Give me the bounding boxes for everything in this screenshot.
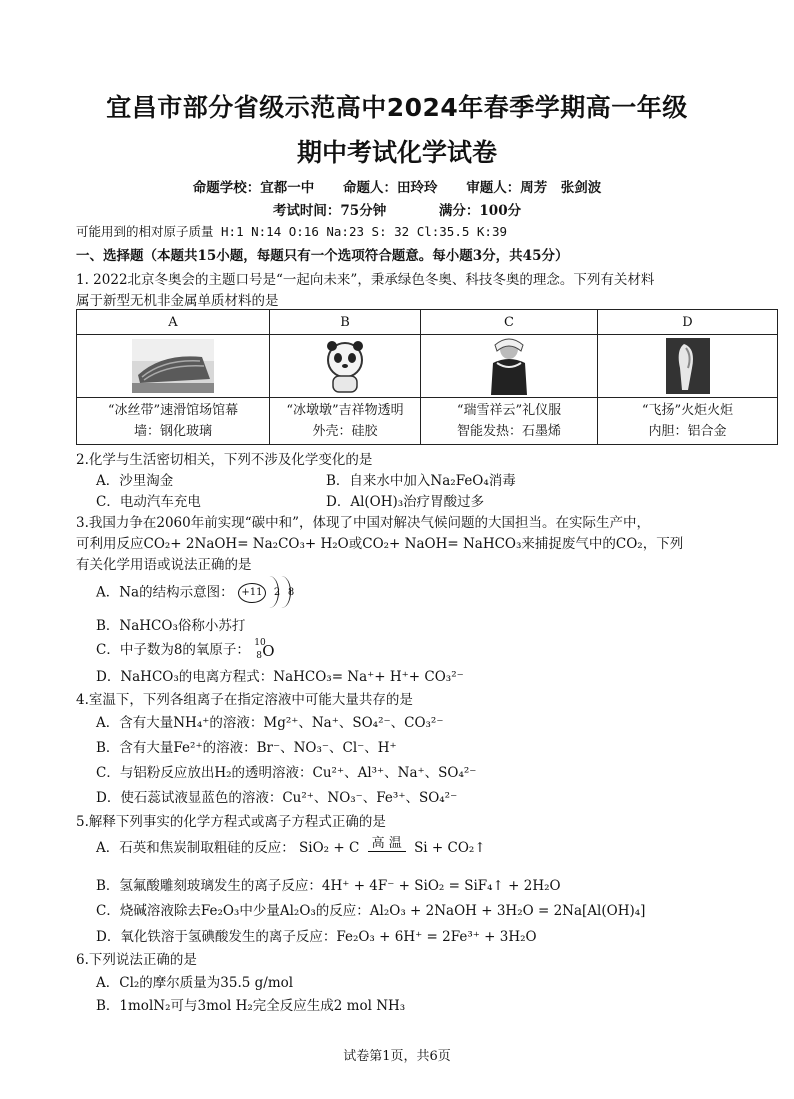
option-a-header: A bbox=[77, 310, 270, 335]
condition-label: 高 温 bbox=[368, 837, 406, 852]
exam-info bbox=[0, 199, 794, 219]
author-label: 命题人：田玲玲 bbox=[343, 180, 438, 196]
q2-stem: 2.化学与生活密切相关，下列不涉及化学变化的是 bbox=[76, 452, 373, 468]
option-d-header: D bbox=[598, 310, 778, 335]
torch-photo-icon bbox=[666, 338, 710, 394]
isotope-symbol: O bbox=[262, 641, 275, 660]
option-b-caption-2: 外壳：硅胶 bbox=[312, 424, 378, 439]
page-footer: 试卷第1页，共6页 bbox=[343, 1049, 451, 1064]
q1-stem-2: 属于新型无机非金属单质材料的是 bbox=[76, 293, 279, 309]
q3-stem-2: 可利用反应CO₂+ 2NaOH= Na₂CO₃+ H₂O或CO₂+ NaOH= NaHCO₃来捕捉废气中的CO₂，下列 bbox=[76, 536, 684, 552]
q1-options-table bbox=[76, 309, 778, 445]
option-c-header: C bbox=[421, 310, 598, 335]
q2-option-b: B．自来水中加入Na₂FeO₄消毒 bbox=[326, 473, 516, 489]
stadium-photo-icon bbox=[132, 339, 214, 393]
reviewer-label: 审题人：周芳 张剑波 bbox=[466, 180, 602, 196]
option-a-caption-1: “冰丝带”速滑馆场馆幕 bbox=[107, 403, 239, 418]
q5-option-c: C．烧碱溶液除去Fe₂O₃中少量Al₂O₃的反应：Al₂O₃ + 2NaOH + 3H₂O = 2Na[Al(OH)₄] bbox=[96, 903, 646, 919]
section-heading: 一、选择题（本题共15小题，每题只有一个选项符合题意。每小题3分，共45分） bbox=[76, 248, 569, 264]
q2-option-c: C．电动汽车充电 bbox=[96, 494, 201, 510]
shell-1-electrons: 2 bbox=[273, 587, 281, 598]
q6-option-b: B．1molN₂可与3mol H₂完全反应生成2 mol NH₃ bbox=[96, 998, 406, 1014]
uniform-photo-icon bbox=[489, 337, 529, 395]
option-d-caption-1: “飞扬”火炬火炬 bbox=[641, 403, 734, 418]
q6-option-a: A．Cl₂的摩尔质量为35.5 g/mol bbox=[96, 975, 294, 991]
q4-option-a: A．含有大量NH₄⁺的溶液：Mg²⁺、Na⁺、SO₄²⁻、CO₃²⁻ bbox=[96, 715, 444, 731]
mascot-photo-icon bbox=[323, 338, 367, 394]
q3-option-d: D．NaHCO₃的电离方程式：NaHCO₃= Na⁺+ H⁺+ CO₃²⁻ bbox=[96, 669, 464, 685]
option-d-caption-2: 内胆：铝合金 bbox=[648, 424, 727, 439]
option-b-header: B bbox=[270, 310, 421, 335]
nucleus-label: +11 bbox=[238, 583, 266, 603]
q3-stem-3: 有关化学用语或说法正确的是 bbox=[76, 557, 252, 573]
q3-option-a bbox=[96, 580, 304, 606]
option-c-caption-2: 智能发热：石墨烯 bbox=[456, 424, 561, 439]
time-label: 考试时间：75分钟 bbox=[272, 203, 387, 219]
q3-option-c bbox=[96, 638, 274, 660]
q5-option-d: D．氧化铁溶于氢碘酸发生的离子反应：Fe₂O₃ + 6H⁺ = 2Fe³⁺ + 3H₂O bbox=[96, 929, 537, 945]
q3-option-b: B．NaHCO₃俗称小苏打 bbox=[96, 618, 246, 634]
q5-stem: 5.解释下列事实的化学方程式或离子方程式正确的是 bbox=[76, 814, 386, 830]
q5-option-a-lhs: SiO₂ + C bbox=[299, 840, 360, 856]
q5-option-a bbox=[96, 836, 486, 860]
q3-option-c-text: C．中子数为8的氧原子： bbox=[96, 642, 250, 658]
shell-2-electrons: 8 bbox=[287, 587, 295, 598]
exam-subtitle: 期中考试化学试卷 bbox=[296, 138, 497, 167]
q5-option-a-text: A．石英和焦炭制取粗硅的反应： bbox=[96, 840, 295, 856]
q4-option-b: B．含有大量Fe²⁺的溶液：Br⁻、NO₃⁻、Cl⁻、H⁺ bbox=[96, 740, 397, 756]
q5-option-a-rhs: Si + CO₂↑ bbox=[414, 840, 486, 856]
option-c-caption-1: “瑞雪祥云”礼仪服 bbox=[456, 403, 562, 418]
oxygen-isotope bbox=[254, 637, 275, 661]
q2-option-d: D．Al(OH)₃治疗胃酸过多 bbox=[326, 494, 485, 510]
exam-title: 宜昌市部分省级示范高中2024年春季学期高一年级 bbox=[106, 93, 688, 122]
reaction-condition bbox=[368, 837, 406, 860]
q3-stem-1: 3.我国力争在2060年前实现“碳中和”，体现了中国对解决气候问题的大国担当。在实际生产中， bbox=[76, 515, 651, 531]
q4-option-d: D．使石蕊试液显蓝色的溶液：Cu²⁺、NO₃⁻、Fe³⁺、SO₄²⁻ bbox=[96, 790, 458, 806]
q6-stem: 6.下列说法正确的是 bbox=[76, 952, 197, 968]
q3-option-a-text: A．Na的结构示意图： bbox=[96, 584, 234, 601]
q4-stem: 4.室温下，下列各组离子在指定溶液中可能大量共存的是 bbox=[76, 692, 413, 708]
sodium-structure-diagram bbox=[238, 580, 304, 606]
school-label: 命题学校：宜都一中 bbox=[192, 180, 315, 196]
option-b-caption-1: “冰墩墩”吉祥物透明 bbox=[286, 403, 404, 418]
q4-option-c: C．与铝粉反应放出H₂的透明溶液：Cu²⁺、Al³⁺、Na⁺、SO₄²⁻ bbox=[96, 765, 477, 781]
score-label: 满分：100分 bbox=[438, 203, 522, 219]
option-a-caption-2: 墙：钢化玻璃 bbox=[133, 424, 212, 439]
isotope-number: 8 bbox=[256, 650, 262, 661]
isotope-mass: 10 bbox=[254, 637, 266, 648]
exam-authors bbox=[0, 176, 794, 196]
q1-stem-1: 1. 2022北京冬奥会的主题口号是“一起向未来”，秉承绿色冬奥、科技冬奥的理念。下列有关材料 bbox=[76, 272, 655, 288]
q5-option-b: B．氢氟酸雕刻玻璃发生的离子反应：4H⁺ + 4F⁻ + SiO₂ = SiF₄↑ + 2H₂O bbox=[96, 878, 561, 894]
atomic-masses: 可能用到的相对原子质量 H:1 N:14 O:16 Na:23 S: 32 Cl:35.5 K:39 bbox=[76, 224, 508, 239]
q2-option-a: A．沙里淘金 bbox=[96, 473, 174, 489]
